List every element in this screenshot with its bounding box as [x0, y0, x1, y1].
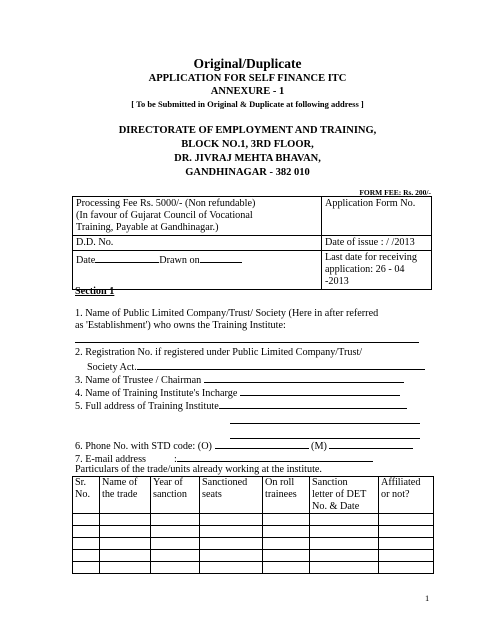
header-trade-name: Name of the trade [100, 477, 151, 514]
section-heading: Section 1 [75, 286, 115, 297]
question-1-line-2: as 'Establishment') who owns the Training Institute: [75, 320, 286, 331]
page-title: Original/Duplicate [193, 56, 302, 71]
email-blank[interactable] [177, 451, 373, 462]
form-fee: FORM FEE: Rs. 200/- [359, 188, 431, 197]
annexure-label: ANNEXURE - 1 [210, 86, 285, 97]
header-on-roll: On roll trainees [263, 477, 310, 514]
processing-fee-line-2: (In favour of Gujarat Council of Vocational [76, 210, 253, 221]
fee-row [73, 197, 432, 236]
address-line-1: DIRECTORATE OF EMPLOYMENT AND TRAINING, [118, 125, 377, 136]
header-affiliated: Affiliated or not? [379, 477, 434, 514]
trade-table-header [73, 477, 434, 514]
phone-office-blank[interactable] [215, 438, 309, 449]
trustee-blank[interactable] [204, 372, 404, 383]
dd-no-label: D.D. No. [76, 237, 114, 248]
question-1-line-1: 1. Name of Public Limited Company/Trust/ Society (Here in after referred [75, 308, 379, 319]
mobile-label: (M) [311, 441, 327, 452]
table-row[interactable] [73, 538, 434, 550]
page-number: 1 [425, 593, 430, 603]
registration-no-blank[interactable] [137, 359, 425, 370]
address-line-3: DR. JIVRAJ MEHTA BHAVAN, [174, 153, 321, 164]
dd-no-cell[interactable] [73, 236, 322, 251]
address-blank-1[interactable] [219, 398, 407, 409]
question-2-line-1: 2. Registration No. if registered under Public Limited Company/Trust/ [75, 347, 363, 358]
question-6-label: 6. Phone No. with STD code: (O) [75, 441, 212, 452]
question-2-label: Society Act. [87, 362, 137, 373]
dd-row [73, 236, 432, 251]
last-date-cell [322, 251, 432, 290]
incharge-blank[interactable] [240, 385, 400, 396]
trade-table [72, 476, 434, 574]
application-no-cell[interactable] [322, 197, 432, 236]
header-sr-no: Sr. No. [73, 477, 100, 514]
table-row[interactable] [73, 562, 434, 574]
header-year-of-sanction: Year of sanction [151, 477, 200, 514]
question-5-label: 5. Full address of Training Institute [75, 401, 219, 412]
address-line-2: BLOCK NO.1, 3RD FLOOR, [181, 139, 314, 150]
processing-fee-line-3: Training, Payable at Gandhinagar.) [76, 222, 219, 233]
date-drawn-cell[interactable] [73, 251, 322, 290]
question-1-answer-line[interactable] [75, 332, 419, 347]
header-sanctioned-seats: Sanctioned seats [200, 477, 263, 514]
address-line-4: GANDHINAGAR - 382 010 [185, 167, 310, 178]
question-3-label: 3. Name of Trustee / Chairman [75, 375, 202, 386]
question-4-label: 4. Name of Training Institute's Incharge [75, 388, 238, 399]
submission-note: [ To be Submitted in Original & Duplicate at following address ] [131, 99, 364, 109]
processing-fee-cell [73, 197, 322, 236]
fee-info-table [72, 196, 432, 290]
header-sanction-letter: Sanction letter of DET No. & Date [310, 477, 379, 514]
table-row[interactable] [73, 514, 434, 526]
last-date-line-1: Last date for receiving [325, 252, 417, 263]
date-blank[interactable] [95, 252, 159, 263]
form-subtitle: APPLICATION FOR SELF FINANCE ITC [148, 73, 347, 84]
application-no-label: Application Form No. [325, 198, 416, 209]
date-label: Date [76, 255, 96, 266]
processing-fee-line-1: Processing Fee Rs. 5000/- (Non refundable) [76, 198, 256, 209]
drawn-on-label: Drawn on [159, 255, 200, 266]
date-row [73, 251, 432, 290]
date-of-issue-label: Date of issue : / /2013 [325, 237, 415, 248]
question-5 [75, 398, 407, 413]
last-date-line-2: application: 26 - 04 -2013 [325, 264, 405, 287]
table-row[interactable] [73, 550, 434, 562]
drawn-on-blank[interactable] [200, 252, 242, 263]
table-row[interactable] [73, 526, 434, 538]
question-7-label: 7. E-mail address [75, 454, 147, 465]
phone-mobile-blank[interactable] [329, 438, 413, 449]
date-of-issue-cell[interactable] [322, 236, 432, 251]
email-colon: : [174, 454, 177, 465]
particulars-label: Particulars of the trade/units already working at the institute. [75, 464, 322, 475]
address-blank-2[interactable] [230, 413, 420, 428]
